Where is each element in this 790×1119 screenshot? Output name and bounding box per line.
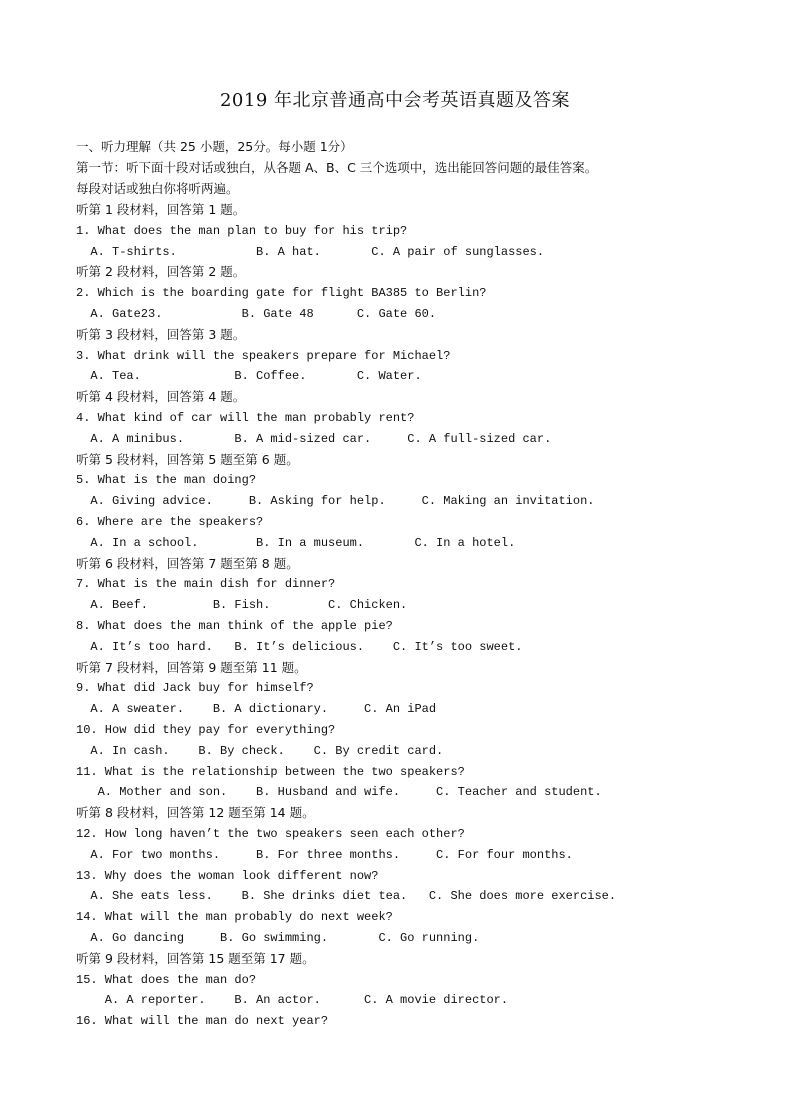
section-heading: 一、听力理解（共 25 小题，25分。每小题 1分）	[76, 139, 353, 154]
question-text: 3. What drink will the speakers prepare for Michael?	[76, 348, 451, 363]
question-text: 15. What does the man do?	[76, 972, 257, 987]
material-instruction: 听第 2 段材料，回答第 2 题。	[76, 264, 246, 280]
answer-options: A. A minibus. B. A mid-sized car. C. A full-sized car.	[76, 431, 552, 446]
answer-options: A. It’s too hard. B. It’s delicious. C. It’s too sweet.	[76, 639, 523, 654]
question-text: 4. What kind of car will the man probably rent?	[76, 411, 415, 425]
answer-options: A. Tea. B. Coffee. C. Water.	[76, 369, 422, 384]
question-text: 9. What did Jack buy for himself?	[76, 681, 314, 696]
question-text: 10. How did they pay for everything?	[76, 723, 336, 737]
material-instruction: 听第 5 段材料，回答第 5 题至第 6 题。	[76, 451, 299, 467]
answer-options: A. A reporter. B. An actor. C. A movie director.	[76, 993, 509, 1008]
answer-options: A. Gate23. B. Gate 48 C. Gate 60.	[76, 307, 437, 321]
answer-options: A. Beef. B. Fish. C. Chicken.	[76, 598, 408, 613]
material-instruction: 听第 8 段材料，回答第 12 题至第 14 题。	[76, 805, 315, 821]
question-text: 16. What will the man do next year?	[76, 1014, 329, 1029]
material-instruction: 听第 3 段材料，回答第 3 题。	[76, 326, 246, 342]
answer-options: A. Giving advice. B. Asking for help. C. Making an invitation.	[76, 494, 595, 509]
question-text: 8. What does the man think of the apple pie?	[76, 619, 393, 633]
answer-options: A. She eats less. B. She drinks diet tea. C. She does more exercise.	[76, 889, 617, 904]
material-instruction: 听第 6 段材料，回答第 7 题至第 8 题。	[76, 555, 299, 571]
question-text: 6. Where are the speakers?	[76, 515, 264, 529]
question-text: 13. Why does the woman look different now?	[76, 868, 379, 883]
answer-options: A. Go dancing B. Go swimming. C. Go running.	[76, 931, 480, 945]
answer-options: A. In cash. B. By check. C. By credit card.	[76, 743, 444, 758]
material-instruction: 听第 7 段材料，回答第 9 题至第 11 题。	[76, 659, 307, 675]
part-instruction: 第一节：听下面十段对话或独白，从各题 A、B、C 三个选项中，选出能回答问题的最佳答案。	[76, 160, 598, 175]
answer-options: A. A sweater. B. A dictionary. C. An iPad	[76, 702, 437, 717]
question-text: 1. What does the man plan to buy for his trip?	[76, 223, 408, 238]
material-instruction: 听第 9 段材料，回答第 15 题至第 17 题。	[76, 950, 315, 966]
material-instruction: 听第 1 段材料，回答第 1 题。	[76, 202, 246, 217]
material-instruction: 听第 4 段材料，回答第 4 题。	[76, 389, 246, 405]
answer-options: A. Mother and son. B. Husband and wife. C. Teacher and student.	[76, 785, 602, 800]
question-text: 7. What is the main dish for dinner?	[76, 577, 336, 592]
answer-options: A. In a school. B. In a museum. C. In a hotel.	[76, 535, 516, 550]
document-title: 2019 年北京普通高中会考英语真题及答案	[219, 90, 571, 111]
answer-options: A. T-shirts. B. A hat. C. A pair of sunglasses.	[76, 244, 545, 259]
question-text: 12. How long haven’t the two speakers seen each other?	[76, 827, 465, 841]
question-text: 2. Which is the boarding gate for flight BA385 to Berlin?	[76, 286, 487, 301]
answer-options: A. For two months. B. For three months. C. For four months.	[76, 847, 573, 862]
question-text: 5. What is the man doing?	[76, 473, 257, 488]
part-instruction-2: 每段对话或独白你将听两遍。	[76, 181, 239, 196]
question-text: 14. What will the man probably do next week?	[76, 910, 393, 925]
question-text: 11. What is the relationship between the two speakers?	[76, 764, 465, 779]
